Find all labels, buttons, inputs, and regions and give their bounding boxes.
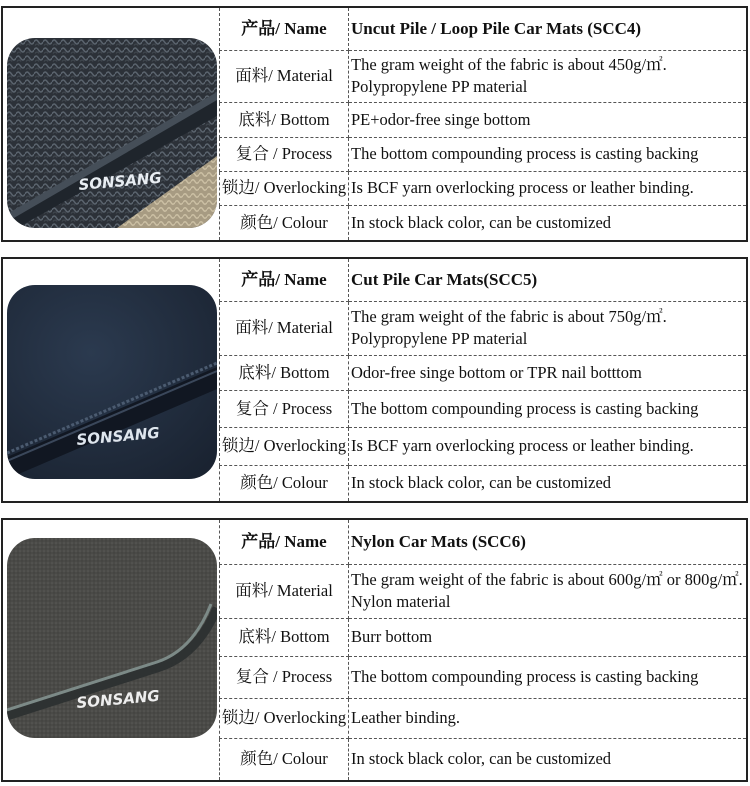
spec-label: 面料/ Material [220,564,349,618]
spec-value: In stock black color, can be customized [351,473,612,493]
spec-value: The bottom compounding process is casting backing [349,390,747,427]
spec-label: 锁边/ Overlocking [220,698,349,738]
spec-value: Cut Pile Car Mats(SCC5) [349,259,747,301]
spec-row-material [220,301,747,355]
spec-value: The bottom compounding process is casting backing [349,137,747,171]
spec-row-name [220,8,747,50]
spec-row-bottom [220,355,747,390]
spec-label: 产品/ Name [220,520,349,564]
brand-logo: SONSANG [75,686,161,712]
spec-label: 颜色/ Colour [220,205,349,240]
spec-row-overlocking [220,171,747,205]
spec-label: 颜色/ Colour [220,738,349,780]
spec-row-bottom [220,102,747,137]
spec-value: In stock black color, can be customized [351,212,612,232]
spec-row-material [220,50,747,102]
spec-label: 颜色/ Colour [220,465,349,501]
spec-value: PE+odor-free singe bottom [349,102,747,137]
spec-value: The gram weight of the fabric is about 750g/㎡. Polypropylene PP material [349,301,747,355]
spec-row-name [220,259,747,301]
spec-row-overlocking [220,427,747,465]
spec-value: The bottom compounding process is casting backing [349,656,747,698]
spec-value: Nylon Car Mats (SCC6) [349,520,747,564]
cut-pile-mat-image [7,285,217,479]
spec-value: Uncut Pile / Loop Pile Car Mats (SCC4) [349,8,747,50]
spec-label: 面料/ Material [220,301,349,355]
spec-value: Is BCF yarn overlocking process or leather binding. [349,171,747,205]
spec-label: 产品/ Name [220,8,349,50]
spec-row-bottom [220,618,747,656]
spec-label: 底料/ Bottom [220,618,349,656]
spec-value: In stock black color, can be customized [351,749,612,769]
nylon-mat-image [7,538,217,738]
spec-label: 底料/ Bottom [220,102,349,137]
spec-value: Leather binding. [349,698,747,738]
spec-value: The gram weight of the fabric is about 600g/㎡ or 800g/㎡. Nylon material [349,564,747,618]
spec-row-process [220,137,747,171]
spec-label: 面料/ Material [220,50,349,102]
spec-label: 产品/ Name [220,259,349,301]
spec-label: 底料/ Bottom [220,355,349,390]
spec-label: 锁边/ Overlocking [220,427,349,465]
spec-table-scc5 [219,259,746,501]
spec-label: 复合 / Process [220,390,349,427]
spec-label: 锁边/ Overlocking [220,171,349,205]
spec-value: Is BCF yarn overlocking process or leather binding. [349,427,747,465]
spec-label: 复合 / Process [220,137,349,171]
product-photo-nylon [7,538,217,738]
product-card-scc6 [1,518,748,782]
loop-pile-mat-image [7,38,217,228]
spec-value: The gram weight of the fabric is about 450g/㎡. Polypropylene PP material [349,50,747,102]
spec-value: Odor-free singe bottom or TPR nail botttom [349,355,747,390]
spec-row-process [220,656,747,698]
product-card-scc5 [1,257,748,503]
spec-table-scc4 [219,8,746,240]
brand-logo: SONSANG [77,168,163,194]
product-photo-cut-pile [7,285,217,479]
spec-row-name [220,520,747,564]
brand-logo: SONSANG [75,423,161,449]
spec-row-colour [220,738,747,780]
spec-row-process [220,390,747,427]
spec-table-scc6 [219,520,746,780]
spec-row-overlocking [220,698,747,738]
spec-row-material [220,564,747,618]
spec-value: Burr bottom [349,618,747,656]
product-card-scc4 [1,6,748,242]
spec-label: 复合 / Process [220,656,349,698]
spec-row-colour [220,465,747,501]
product-photo-loop-pile [7,38,217,228]
spec-row-colour [220,205,747,240]
